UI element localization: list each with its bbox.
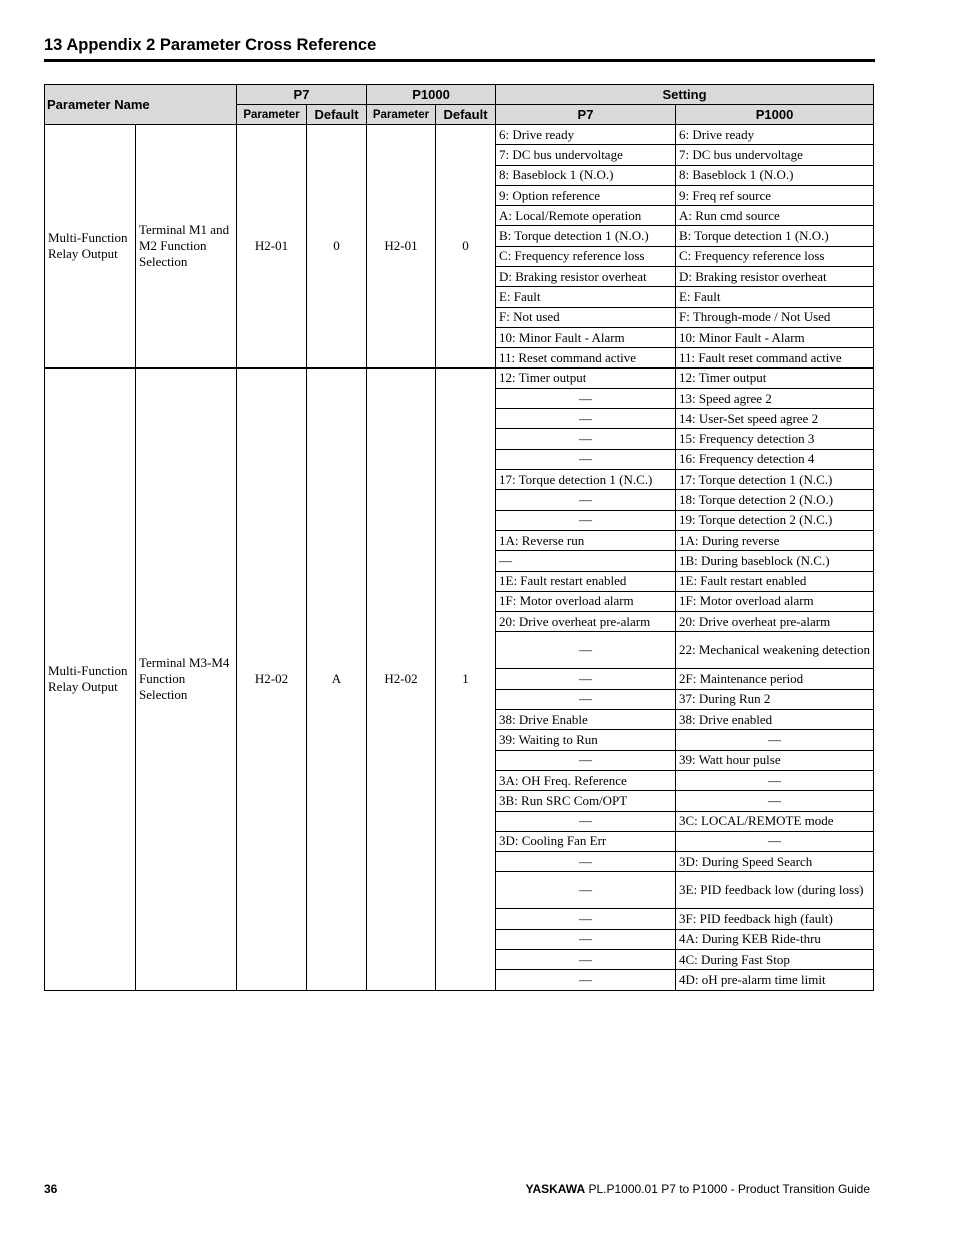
subheader-p1000-default: Default (436, 105, 496, 125)
header-p1000: P1000 (367, 85, 496, 105)
table-row (45, 368, 874, 388)
setting-p7-cell: 9: Option reference (496, 185, 676, 205)
setting-p1000-cell: 9: Freq ref source (676, 185, 874, 205)
setting-p7-cell: — (496, 929, 676, 949)
setting-p1000-cell: C: Frequency reference loss (676, 246, 874, 266)
setting-p1000-cell: 4D: oH pre-alarm time limit (676, 970, 874, 990)
setting-p1000-cell: F: Through-mode / Not Used (676, 307, 874, 327)
p7-default: 0 (307, 125, 367, 369)
p7-parameter: H2-01 (237, 125, 307, 369)
setting-p7-cell: 20: Drive overheat pre-alarm (496, 612, 676, 632)
p1000-default: 1 (436, 368, 496, 990)
setting-p1000-cell: B: Torque detection 1 (N.O.) (676, 226, 874, 246)
setting-p1000-cell: 1B: During baseblock (N.C.) (676, 551, 874, 571)
setting-p1000-cell: A: Run cmd source (676, 206, 874, 226)
setting-p1000-cell: 4A: During KEB Ride-thru (676, 929, 874, 949)
setting-p7-cell: — (496, 409, 676, 429)
header-parameter-name: Parameter Name (45, 85, 237, 125)
setting-p7-cell: E: Fault (496, 287, 676, 307)
setting-p1000-cell: D: Braking resistor overheat (676, 267, 874, 287)
group-name: Multi-Function Relay Output (45, 125, 136, 369)
setting-p7-cell: — (496, 388, 676, 408)
setting-p7-cell: 3B: Run SRC Com/OPT (496, 791, 676, 811)
setting-p1000-cell: 17: Torque detection 1 (N.C.) (676, 470, 874, 490)
footer-brand: YASKAWA (525, 1182, 586, 1196)
setting-p1000-cell: 13: Speed agree 2 (676, 388, 874, 408)
setting-p1000-cell: 22: Mechanical weakening detection (676, 632, 874, 669)
setting-p1000-cell: 7: DC bus undervoltage (676, 145, 874, 165)
subheader-setting-p1000: P1000 (676, 105, 874, 125)
page-number: 36 (44, 1182, 58, 1196)
setting-p7-cell: A: Local/Remote operation (496, 206, 676, 226)
setting-p7-cell: — (496, 811, 676, 831)
setting-p7-cell: 12: Timer output (496, 368, 676, 388)
setting-p7-cell: — (496, 689, 676, 709)
setting-p7-cell: C: Frequency reference loss (496, 246, 676, 266)
setting-p1000-cell: 16: Frequency detection 4 (676, 449, 874, 469)
setting-p7-cell: — (496, 429, 676, 449)
setting-p7-cell: 8: Baseblock 1 (N.O.) (496, 165, 676, 185)
setting-p1000-cell: 18: Torque detection 2 (N.O.) (676, 490, 874, 510)
header-setting: Setting (496, 85, 874, 105)
setting-p1000-cell: 10: Minor Fault - Alarm (676, 327, 874, 347)
p1000-parameter: H2-02 (367, 368, 436, 990)
table-row (45, 125, 874, 145)
setting-p1000-cell: 20: Drive overheat pre-alarm (676, 612, 874, 632)
setting-p7-cell: 38: Drive Enable (496, 710, 676, 730)
title-rule (44, 59, 875, 62)
setting-p7-cell: F: Not used (496, 307, 676, 327)
subheader-p1000-parameter: Parameter (367, 105, 436, 125)
p1000-default: 0 (436, 125, 496, 369)
setting-p7-cell: — (496, 510, 676, 530)
setting-p7-cell: — (496, 852, 676, 872)
setting-p7-cell: 39: Waiting to Run (496, 730, 676, 750)
footer-title-text: PL.P1000.01 P7 to P1000 - Product Transition Guide (585, 1182, 870, 1196)
setting-p1000-cell: 37: During Run 2 (676, 689, 874, 709)
setting-p1000-cell: 19: Torque detection 2 (N.C.) (676, 510, 874, 530)
setting-p1000-cell: — (676, 730, 874, 750)
setting-p1000-cell: 8: Baseblock 1 (N.O.) (676, 165, 874, 185)
setting-p7-cell: — (496, 669, 676, 689)
page-title: 13 Appendix 2 Parameter Cross Reference (44, 36, 377, 54)
setting-p1000-cell: 3D: During Speed Search (676, 852, 874, 872)
setting-p1000-cell: 3C: LOCAL/REMOTE mode (676, 811, 874, 831)
setting-p7-cell: 7: DC bus undervoltage (496, 145, 676, 165)
setting-p7-cell: B: Torque detection 1 (N.O.) (496, 226, 676, 246)
setting-p1000-cell: 39: Watt hour pulse (676, 750, 874, 770)
setting-p7-cell: 1E: Fault restart enabled (496, 571, 676, 591)
setting-p1000-cell: — (676, 831, 874, 851)
setting-p7-cell: 17: Torque detection 1 (N.C.) (496, 470, 676, 490)
footer-doc-title (526, 1182, 870, 1196)
setting-p7-cell: 10: Minor Fault - Alarm (496, 327, 676, 347)
setting-p1000-cell: 11: Fault reset command active (676, 348, 874, 368)
setting-p7-cell: 3D: Cooling Fan Err (496, 831, 676, 851)
setting-p7-cell: 6: Drive ready (496, 125, 676, 145)
setting-p7-cell: — (496, 949, 676, 969)
setting-p1000-cell: 1E: Fault restart enabled (676, 571, 874, 591)
setting-p7-cell: — (496, 909, 676, 929)
subheader-setting-p7: P7 (496, 105, 676, 125)
function-name: Terminal M3-M4 Function Selection (136, 368, 237, 990)
setting-p7-cell: 1A: Reverse run (496, 530, 676, 550)
p7-default: A (307, 368, 367, 990)
p7-parameter: H2-02 (237, 368, 307, 990)
setting-p7-cell: — (496, 632, 676, 669)
setting-p1000-cell: 3E: PID feedback low (during loss) (676, 872, 874, 909)
function-name: Terminal M1 and M2 Function Selection (136, 125, 237, 369)
setting-p1000-cell: 12: Timer output (676, 368, 874, 388)
setting-p1000-cell: 4C: During Fast Stop (676, 949, 874, 969)
setting-p7-cell: — (496, 872, 676, 909)
setting-p1000-cell: 2F: Maintenance period (676, 669, 874, 689)
setting-p7-cell: 3A: OH Freq. Reference (496, 770, 676, 790)
table-body (45, 125, 874, 991)
setting-p7-cell: D: Braking resistor overheat (496, 267, 676, 287)
setting-p1000-cell: 1F: Motor overload alarm (676, 591, 874, 611)
setting-p1000-cell: 38: Drive enabled (676, 710, 874, 730)
setting-p7-cell: — (496, 750, 676, 770)
parameter-cross-reference-table (44, 84, 874, 991)
setting-p7-cell: — (496, 490, 676, 510)
subheader-p7-default: Default (307, 105, 367, 125)
setting-p1000-cell: 14: User-Set speed agree 2 (676, 409, 874, 429)
setting-p1000-cell: 15: Frequency detection 3 (676, 429, 874, 449)
p1000-parameter: H2-01 (367, 125, 436, 369)
subheader-p7-parameter: Parameter (237, 105, 307, 125)
setting-p1000-cell: 3F: PID feedback high (fault) (676, 909, 874, 929)
setting-p7-cell: — (496, 449, 676, 469)
setting-p7-cell: — (496, 970, 676, 990)
setting-p1000-cell: 6: Drive ready (676, 125, 874, 145)
setting-p7-cell: 1F: Motor overload alarm (496, 591, 676, 611)
setting-p1000-cell: E: Fault (676, 287, 874, 307)
group-name: Multi-Function Relay Output (45, 368, 136, 990)
setting-p1000-cell: — (676, 791, 874, 811)
setting-p7-cell: — (496, 551, 676, 571)
setting-p1000-cell: — (676, 770, 874, 790)
setting-p1000-cell: 1A: During reverse (676, 530, 874, 550)
setting-p7-cell: 11: Reset command active (496, 348, 676, 368)
header-p7: P7 (237, 85, 367, 105)
